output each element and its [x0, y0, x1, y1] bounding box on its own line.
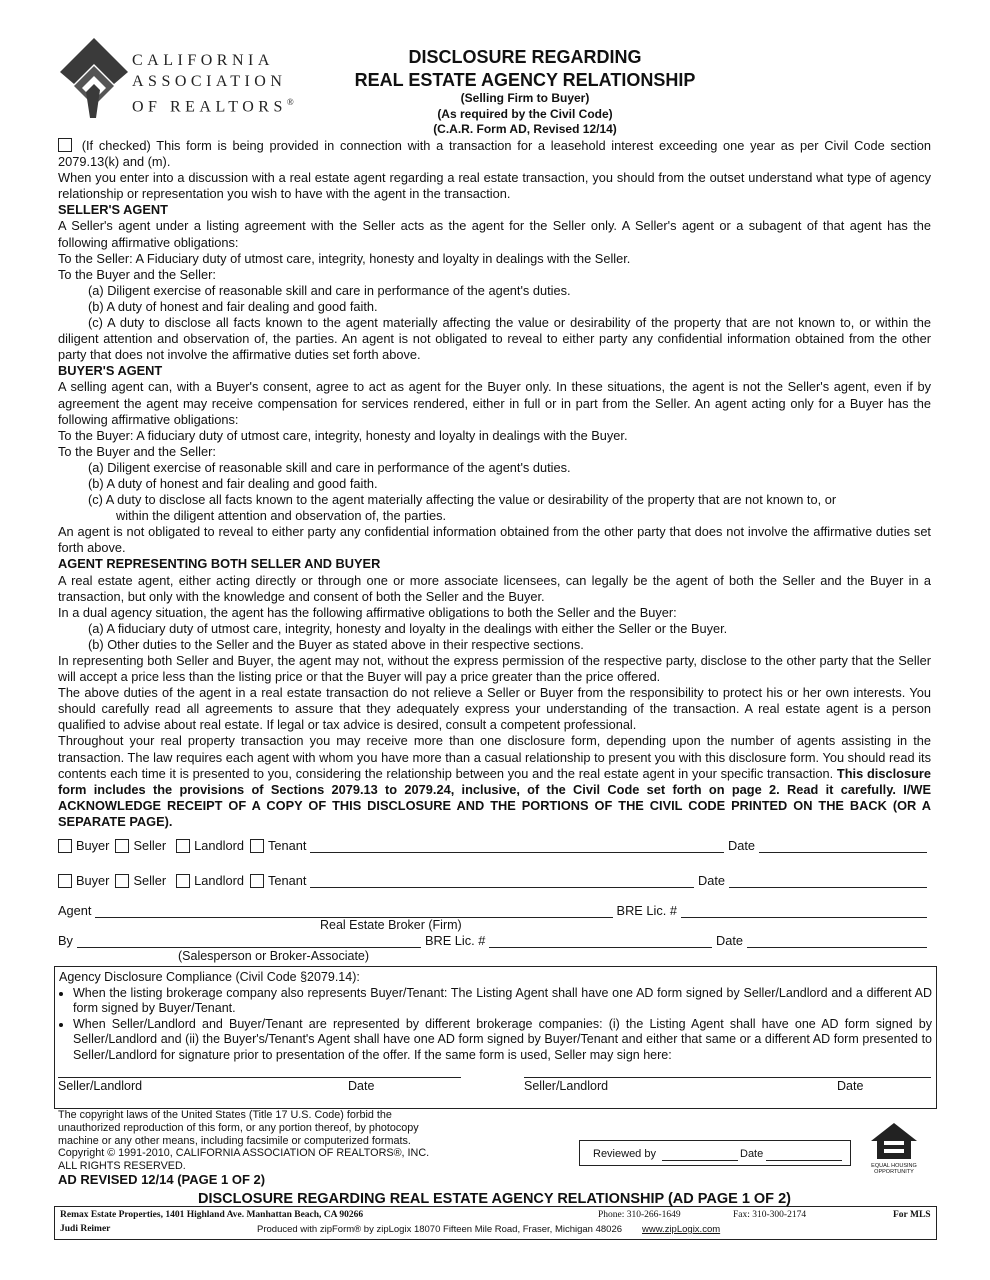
- footer-company: Remax Estate Properties, 1401 Highland Ave. Manhattan Beach, CA 90266: [60, 1210, 364, 1220]
- seller-landlord-line-2[interactable]: [524, 1077, 931, 1078]
- copyright-line-3: machine or any other means, including facsimile or computerized formats.: [58, 1134, 411, 1147]
- broker-firm-caption: Real Estate Broker (Firm): [320, 918, 462, 932]
- sellers-agent-a: (a) Diligent exercise of reasonable skill and care in performance of the agent's duties.: [88, 282, 571, 298]
- buyer-checkbox-2[interactable]: [58, 874, 72, 888]
- salesperson-caption: (Salesperson or Broker-Associate): [178, 949, 370, 963]
- copyright-line-2: unauthorized reproduction of this form, or any portion thereof, by photocopy: [58, 1121, 419, 1134]
- logo-line-2: ASSOCIATION: [132, 73, 287, 90]
- footer-agent-name: Judi Reimer: [60, 1224, 111, 1234]
- ziplogix-link[interactable]: www.zipLogix.com: [642, 1224, 721, 1235]
- reviewed-box: [579, 1140, 851, 1166]
- car-logo-text: [132, 50, 298, 117]
- date-label: Date: [697, 873, 725, 888]
- compliance-bullet-1: • When the listing brokerage company also represents Buyer/Tenant: The Listing Agent shall have one AD form signed by Seller/Landlord and a different AD form signed by Buyer/Tenant.: [73, 986, 932, 1017]
- buyers-agent-p3: To the Buyer and the Seller:: [58, 443, 216, 459]
- dual-p2: In a dual agency situation, the agent has the following affirmative obligations to both the Seller and the Buyer:: [58, 604, 677, 620]
- car-logo-icon: [60, 38, 128, 118]
- copyright-line-5: ALL RIGHTS RESERVED.: [58, 1160, 186, 1173]
- acknowledgement-text: This disclosure form includes the provisions of Sections 2079.13 to 2079.24, inclusive, of the Civil Code set forth on page 2. Read it carefully. I/WE ACKNOWLEDGE RECEIPT OF A COPY OF THIS DISCLOSURE AND THE PORTIONS OF THE CIVIL CODE PRINTED ON THE BACK (OR A SEPARATE PAGE).: [58, 765, 931, 829]
- date-label: Date: [727, 838, 755, 853]
- reviewed-date-line[interactable]: [766, 1160, 842, 1161]
- dual-b: (b) Other duties to the Seller and the Buyer as stated above in their respective sections.: [88, 636, 584, 652]
- seller-landlord-label-2: Seller/Landlord: [524, 1079, 609, 1093]
- copyright-line-1: The copyright laws of the United States (Title 17 U.S. Code) forbid the: [58, 1109, 392, 1121]
- dual-p3: In representing both Seller and Buyer, the agent may not, without the express permission of the respective party, disclose to the other party that the Seller will accept a price less than the listing price or that the Buyer will pay a price greater than the price offered.: [58, 653, 931, 685]
- date-line-2[interactable]: [729, 873, 927, 888]
- signature-line-1[interactable]: [310, 838, 724, 853]
- seller-label: Seller: [133, 838, 167, 853]
- date-label: Date: [715, 933, 743, 948]
- sellers-agent-p2: To the Seller: A Fiduciary duty of utmost care, integrity, honesty and loyalty in dealings with the Seller.: [58, 250, 631, 266]
- by-row: [58, 933, 931, 948]
- bre-lic-label-2: BRE Lic. #: [424, 933, 486, 948]
- revision-label: AD REVISED 12/14 (PAGE 1 OF 2): [58, 1172, 266, 1187]
- subtitle-2: (As required by the Civil Code): [437, 107, 613, 121]
- dual-p4: The above duties of the agent in a real estate transaction do not relieve a Seller or Buyer from the responsibility to protect his or her own interests. You should carefully read all agreements to assure that they adequately express your understanding of the transaction. A real estate agent is a person qualified to advise about real estate. If legal or tax advice is desired, consult a competent professional.: [58, 685, 931, 733]
- buyers-agent-a: (a) Diligent exercise of reasonable skill and care in performance of the agent's duties.: [88, 459, 571, 475]
- footer-box: [54, 1206, 937, 1240]
- reviewed-by-line[interactable]: [662, 1160, 738, 1161]
- tenant-checkbox-2[interactable]: [250, 874, 264, 888]
- logo-line-3: OF REALTORS®: [132, 97, 299, 116]
- buyer-label: Buyer: [76, 873, 110, 888]
- logo-line-1: CALIFORNIA: [132, 52, 274, 69]
- agent-label: Agent: [58, 903, 92, 918]
- seller-landlord-line-1[interactable]: [58, 1077, 461, 1078]
- reviewed-by-label: Reviewed by: [593, 1148, 656, 1160]
- footer-fax: Fax: 310-300-2174: [733, 1210, 807, 1220]
- leasehold-checkbox[interactable]: [58, 138, 72, 152]
- tenant-label: Tenant: [267, 873, 307, 888]
- landlord-label: Landlord: [194, 838, 244, 853]
- buyers-agent-c1: (c) A duty to disclose all facts known to the agent materially affecting the value or desirability of the property that are not known to, or: [88, 492, 837, 508]
- seller-checkbox-2[interactable]: [115, 874, 129, 888]
- bre-lic-line-2[interactable]: [489, 933, 712, 948]
- date-line-1[interactable]: [759, 838, 927, 853]
- intro-paragraph: When you enter into a discussion with a real estate agent regarding a real estate transaction, you should from the outset understand what type of agency relationship or representation you wish to have with the agent in the transaction.: [58, 170, 931, 202]
- bre-lic-line[interactable]: [681, 903, 927, 918]
- buyers-agent-c2: within the diligent attention and observation of, the parties.: [116, 508, 447, 524]
- equal-housing-text-2: OPPORTUNITY: [874, 1169, 914, 1175]
- footer-phone: Phone: 310-266-1649: [598, 1210, 681, 1220]
- landlord-checkbox-2[interactable]: [176, 874, 190, 888]
- leasehold-text: (If checked) This form is being provided in connection with a transaction for a leasehold interest exceeding one year as per Civil Code section 2079.13(k) and (m).: [58, 138, 931, 170]
- landlord-label: Landlord: [194, 873, 244, 888]
- subtitle-1: (Selling Firm to Buyer): [460, 91, 590, 105]
- buyers-agent-p1: A selling agent can, with a Buyer's consent, agree to act as agent for the Buyer only. In these situations, the agent is not the Seller's agent, even if by agreement the agent may receive compensation for services rendered, either in full or in part from the Seller. An agent acting only for a Buyer has the following affirmative obligations:: [58, 379, 931, 427]
- footer-for-mls: For MLS: [893, 1210, 931, 1220]
- sellers-agent-p1: A Seller's agent under a listing agreement with the Seller acts as the agent for the Seller only. A Seller's agent or a subagent of that agent has the following affirmative obligations:: [58, 218, 931, 250]
- subtitle-3: (C.A.R. Form AD, Revised 12/14): [433, 122, 617, 136]
- bre-lic-label: BRE Lic. #: [616, 903, 677, 918]
- signature-line-2[interactable]: [310, 873, 694, 888]
- seller-label: Seller: [133, 873, 167, 888]
- agent-row: [58, 903, 931, 918]
- buyer-checkbox-1[interactable]: [58, 839, 72, 853]
- seller-checkbox-1[interactable]: [115, 839, 129, 853]
- equal-housing-logo: [866, 1121, 922, 1175]
- buyers-agent-heading: BUYER'S AGENT: [58, 363, 163, 379]
- buyers-agent-p4: An agent is not obligated to reveal to either party any confidential information obtained from the other party that does not involve the affirmative duties set forth above.: [58, 524, 931, 556]
- page-title-2: REAL ESTATE AGENCY RELATIONSHIP: [354, 70, 696, 90]
- reviewed-date-label: Date: [740, 1148, 764, 1160]
- equal-housing-icon: [869, 1121, 919, 1161]
- footer-title: DISCLOSURE REGARDING REAL ESTATE AGENCY RELATIONSHIP (AD PAGE 1 OF 2): [198, 1191, 791, 1207]
- tenant-checkbox-1[interactable]: [250, 839, 264, 853]
- sellers-agent-c: (c) A duty to disclose all facts known to the agent materially affecting the value or desirability of the property that are not known to, or within the diligent attention and observation of, the parties. An agent is not obligated to reveal to either party any confidential information obtained from the other party that does not involve the affirmative duties set forth above.: [58, 315, 931, 363]
- compliance-date-label-1: Date: [348, 1079, 375, 1093]
- by-line[interactable]: [77, 933, 421, 948]
- signature-row-2: [58, 873, 931, 888]
- signature-row-1: [58, 838, 931, 853]
- equal-housing-text-1: EQUAL HOUSING: [871, 1163, 917, 1169]
- sellers-agent-heading: SELLER'S AGENT: [58, 202, 168, 218]
- buyer-label: Buyer: [76, 838, 110, 853]
- compliance-title: Agency Disclosure Compliance (Civil Code §2079.14):: [59, 970, 360, 984]
- compliance-box: [54, 966, 937, 1109]
- page-title: DISCLOSURE REGARDING: [408, 47, 642, 67]
- buyers-agent-b: (b) A duty of honest and fair dealing and good faith.: [88, 475, 378, 491]
- buyers-agent-p2: To the Buyer: A fiduciary duty of utmost care, integrity, honesty and loyalty in dealings with the Buyer.: [58, 427, 628, 443]
- dual-agent-heading: AGENT REPRESENTING BOTH SELLER AND BUYER: [58, 556, 381, 572]
- by-label: By: [58, 933, 73, 948]
- copyright-line-4: Copyright © 1991-2010, CALIFORNIA ASSOCIATION OF REALTORS®, INC.: [58, 1147, 430, 1160]
- dual-a: (a) A fiduciary duty of utmost care, integrity, honesty and loyalty in the dealings with either the Seller or the Buyer.: [88, 620, 728, 636]
- agent-line[interactable]: [95, 903, 612, 918]
- seller-landlord-label-1: Seller/Landlord: [58, 1079, 143, 1093]
- tenant-label: Tenant: [267, 838, 307, 853]
- compliance-date-label-2: Date: [837, 1079, 864, 1093]
- landlord-checkbox-1[interactable]: [176, 839, 190, 853]
- disclosure-body: [58, 138, 931, 830]
- sellers-agent-b: (b) A duty of honest and fair dealing and good faith.: [88, 298, 378, 314]
- dual-p1: A real estate agent, either acting directly or through one or more associate licensees, can legally be the agent of both the Seller and the Buyer in a transaction, but only with the knowledge and consent of both the Seller and the Buyer.: [58, 572, 931, 604]
- sellers-agent-p3: To the Buyer and the Seller:: [58, 266, 216, 282]
- dual-p5: Throughout your real property transaction you may receive more than one disclosure form, depending upon the number of agents assisting in the transaction. The law requires each agent with whom you have more than a casual relationship to present you with this disclosure form. You should read its contents each time it is presented to you, considering the relationship between you and the real estate agent in your specific transaction. This disclosure form includes the provisions of Sections 2079.13 to 2079.24, inclusive, of the Civil Code set forth on page 2. Read it carefully. I/WE ACKNOWLEDGE RECEIPT OF A COPY OF THIS DISCLOSURE AND THE PORTIONS OF THE CIVIL CODE PRINTED ON THE BACK (OR A SEPARATE PAGE).: [58, 733, 931, 829]
- copyright-notice: [58, 1109, 458, 1173]
- footer-produced: Produced with zipForm® by zipLogix 18070 Fifteen Mile Road, Fraser, Michigan 48026: [257, 1224, 623, 1235]
- compliance-bullet-2: • When Seller/Landlord and Buyer/Tenant are represented by different brokerage companies: (i) the Listing Agent shall have one AD form signed by Seller/Landlord and (ii) the Buyer's/Tenant's Agent shall have one AD form signed by Buyer/Tenant and either that same or a different AD form presented to Seller/Landlord for signature prior to presentation of the offer. If the same form is used, Seller may sign here:: [73, 1017, 932, 1064]
- date-line-3[interactable]: [747, 933, 927, 948]
